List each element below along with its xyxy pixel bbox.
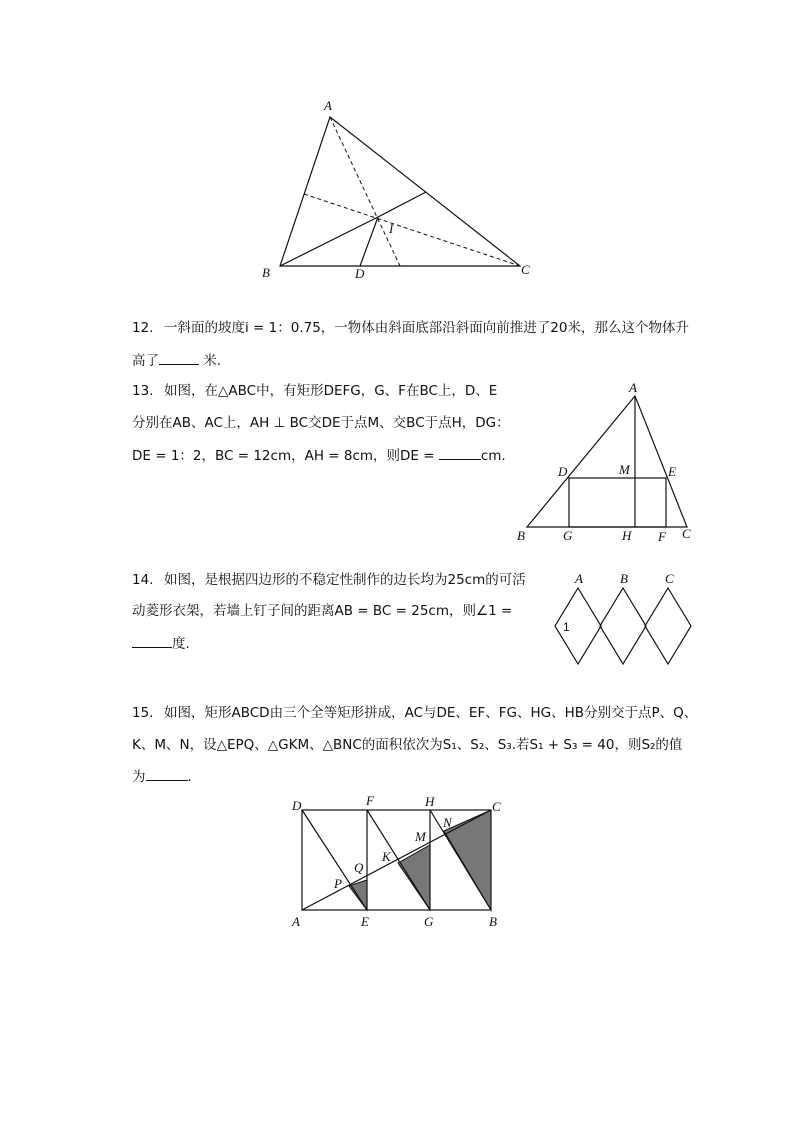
label-b-14: B (620, 571, 628, 586)
label-g-15: G (424, 914, 434, 929)
label-d: D (355, 266, 365, 281)
label-c-14: C (665, 571, 674, 586)
label-g-13: G (563, 528, 573, 543)
question-12-number: 12. (132, 320, 154, 336)
question-15-text-3b: . (187, 769, 192, 785)
label-m-15: M (415, 829, 426, 844)
label-h-15: H (425, 794, 435, 809)
label-d-15: D (292, 798, 302, 813)
question-14-number: 14. (132, 572, 154, 588)
question-14-text-1: 如图，是根据四边形的不稳定性制作的边长均为25cm的可活 (164, 572, 526, 588)
label-f-13: F (658, 529, 666, 544)
question-15-number: 15. (132, 705, 154, 721)
question-15-text-2: K、M、N，设△EPQ、△GKM、△BNC的面积依次为S₁、S₂、S₃.若S₁ + S₃ = 40，则S₂的值 (132, 737, 683, 753)
label-c-13: C (682, 526, 691, 541)
label-e-15: E (361, 914, 369, 929)
question-14-text-3: 度. (172, 636, 190, 652)
label-h-13: H (622, 528, 632, 543)
question-15-text-1: 如图，矩形ABCD由三个全等矩形拼成，AC与DE、EF、FG、HG、HB分别交于点P、Q、 (164, 705, 698, 721)
label-b-15: B (489, 914, 497, 929)
label-e-13: E (668, 464, 676, 479)
label-b: B (262, 265, 270, 280)
label-a-13: A (629, 380, 637, 395)
label-a-15: A (292, 914, 300, 929)
label-q-15: Q (354, 860, 364, 875)
question-13-text-2: 分别在AB、AC上，AH ⊥ BC交DE于点M、交BC于点H，DG： (132, 415, 510, 431)
question-13-text-1: 如图，在△ABC中，有矩形DEFG，G、F在BC上，D、E (164, 383, 498, 399)
label-k-15: K (382, 849, 391, 864)
label-i: I (389, 221, 394, 236)
question-12-text-2b: 米. (199, 353, 222, 369)
question-12-text-2a: 高了 (132, 353, 159, 369)
label-angle-1: 1 (563, 620, 570, 634)
question-12-text-1: 一斜面的坡度i = 1：0.75，一物体由斜面底部沿斜面向前推进了20米，那么这个物体升 (164, 320, 689, 336)
label-f-15: F (366, 793, 374, 808)
label-p-15: P (334, 876, 342, 891)
question-13-text-3b: cm. (480, 448, 506, 464)
label-a-14: A (575, 571, 583, 586)
label-n-15: N (443, 815, 452, 830)
question-15-text-3a: 为 (132, 769, 146, 785)
question-13-text-3a: DE = 1：2，BC = 12cm，AH = 8cm，则DE = (132, 448, 439, 464)
question-13-number: 13. (132, 383, 154, 399)
label-m-13: M (619, 462, 630, 477)
label-d-13: D (558, 464, 568, 479)
label-a: A (324, 98, 332, 113)
shaded-triangle-gkm (398, 845, 430, 910)
label-b-13: B (517, 528, 525, 543)
label-c-15: C (492, 799, 501, 814)
question-14-text-2: 动菱形衣架，若墙上钉子间的距离AB = BC = 25cm，则∠1 = (132, 603, 513, 619)
label-c: C (521, 262, 530, 277)
